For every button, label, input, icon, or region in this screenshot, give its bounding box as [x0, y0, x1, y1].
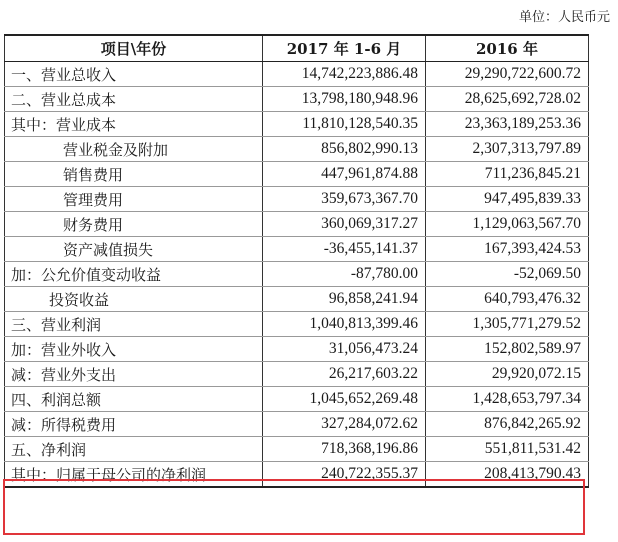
row-label: 三、营业利润: [5, 312, 263, 337]
row-label: 二、营业总成本: [5, 87, 263, 112]
unit-label: 单位：人民币元: [518, 10, 610, 25]
value-2017h1: 31,056,473.24: [263, 337, 426, 362]
table-row: [5, 337, 589, 362]
value-2017h1: 1,040,813,399.46: [263, 312, 426, 337]
table-row: [5, 237, 589, 262]
table-header-row: [5, 35, 589, 62]
table-row: [5, 137, 589, 162]
table-row: [5, 87, 589, 112]
value-2017h1: 327,284,072.62: [263, 412, 426, 437]
table-row: [5, 362, 589, 387]
value-2017h1: 96,858,241.94: [263, 287, 426, 312]
value-2016: 2,307,313,797.89: [426, 137, 589, 162]
header-2016: 2016 年: [426, 35, 589, 62]
value-2017h1: 718,368,196.86: [263, 437, 426, 462]
row-label: 减：所得税费用: [5, 412, 263, 437]
income-statement-table: [4, 34, 589, 488]
row-label: 加：公允价值变动收益: [5, 262, 263, 287]
row-label: 营业税金及附加: [5, 137, 263, 162]
row-label: 其中：归属于母公司的净利润: [5, 462, 263, 488]
value-2017h1: 14,742,223,886.48: [263, 62, 426, 87]
row-label: 管理费用: [5, 187, 263, 212]
value-2016: 1,428,653,797.34: [426, 387, 589, 412]
row-label: 减：营业外支出: [5, 362, 263, 387]
value-2017h1: 240,722,355.37: [263, 462, 426, 488]
value-2017h1: 11,810,128,540.35: [263, 112, 426, 137]
value-2016: 167,393,424.53: [426, 237, 589, 262]
value-2016: 29,290,722,600.72: [426, 62, 589, 87]
row-label: 四、利润总额: [5, 387, 263, 412]
row-label: 其中：营业成本: [5, 112, 263, 137]
value-2016: 551,811,531.42: [426, 437, 589, 462]
row-label: 一、营业总收入: [5, 62, 263, 87]
value-2016: 947,495,839.33: [426, 187, 589, 212]
table-row: [5, 312, 589, 337]
value-2016: 29,920,072.15: [426, 362, 589, 387]
value-2017h1: 447,961,874.88: [263, 162, 426, 187]
header-2017h1: 2017 年 1-6 月: [263, 35, 426, 62]
value-2017h1: 359,673,367.70: [263, 187, 426, 212]
value-2016: 28,625,692,728.02: [426, 87, 589, 112]
value-2017h1: 26,217,603.22: [263, 362, 426, 387]
value-2017h1: 1,045,652,269.48: [263, 387, 426, 412]
table-row: [5, 112, 589, 137]
table-row-net-profit: [5, 437, 589, 462]
table-row: [5, 162, 589, 187]
row-label: 财务费用: [5, 212, 263, 237]
table-row: [5, 412, 589, 437]
value-2017h1: 360,069,317.27: [263, 212, 426, 237]
value-2017h1: -36,455,141.37: [263, 237, 426, 262]
value-2017h1: 13,798,180,948.96: [263, 87, 426, 112]
row-label: 资产减值损失: [5, 237, 263, 262]
value-2016: -52,069.50: [426, 262, 589, 287]
table-row-net-profit-parent: [5, 462, 589, 488]
table-row: [5, 212, 589, 237]
row-label: 五、净利润: [5, 437, 263, 462]
row-label: 销售费用: [5, 162, 263, 187]
value-2016: 152,802,589.97: [426, 337, 589, 362]
table-row: [5, 387, 589, 412]
table-row: [5, 187, 589, 212]
value-2016: 1,129,063,567.70: [426, 212, 589, 237]
value-2016: 640,793,476.32: [426, 287, 589, 312]
header-item: 项目\年份: [5, 35, 263, 62]
table-row: [5, 262, 589, 287]
value-2017h1: -87,780.00: [263, 262, 426, 287]
value-2016: 1,305,771,279.52: [426, 312, 589, 337]
table-row: [5, 62, 589, 87]
value-2017h1: 856,802,990.13: [263, 137, 426, 162]
row-label: 加：营业外收入: [5, 337, 263, 362]
table-row: [5, 287, 589, 312]
value-2016: 23,363,189,253.36: [426, 112, 589, 137]
value-2016: 208,413,790.43: [426, 462, 589, 488]
row-label: 投资收益: [5, 287, 263, 312]
value-2016: 876,842,265.92: [426, 412, 589, 437]
value-2016: 711,236,845.21: [426, 162, 589, 187]
